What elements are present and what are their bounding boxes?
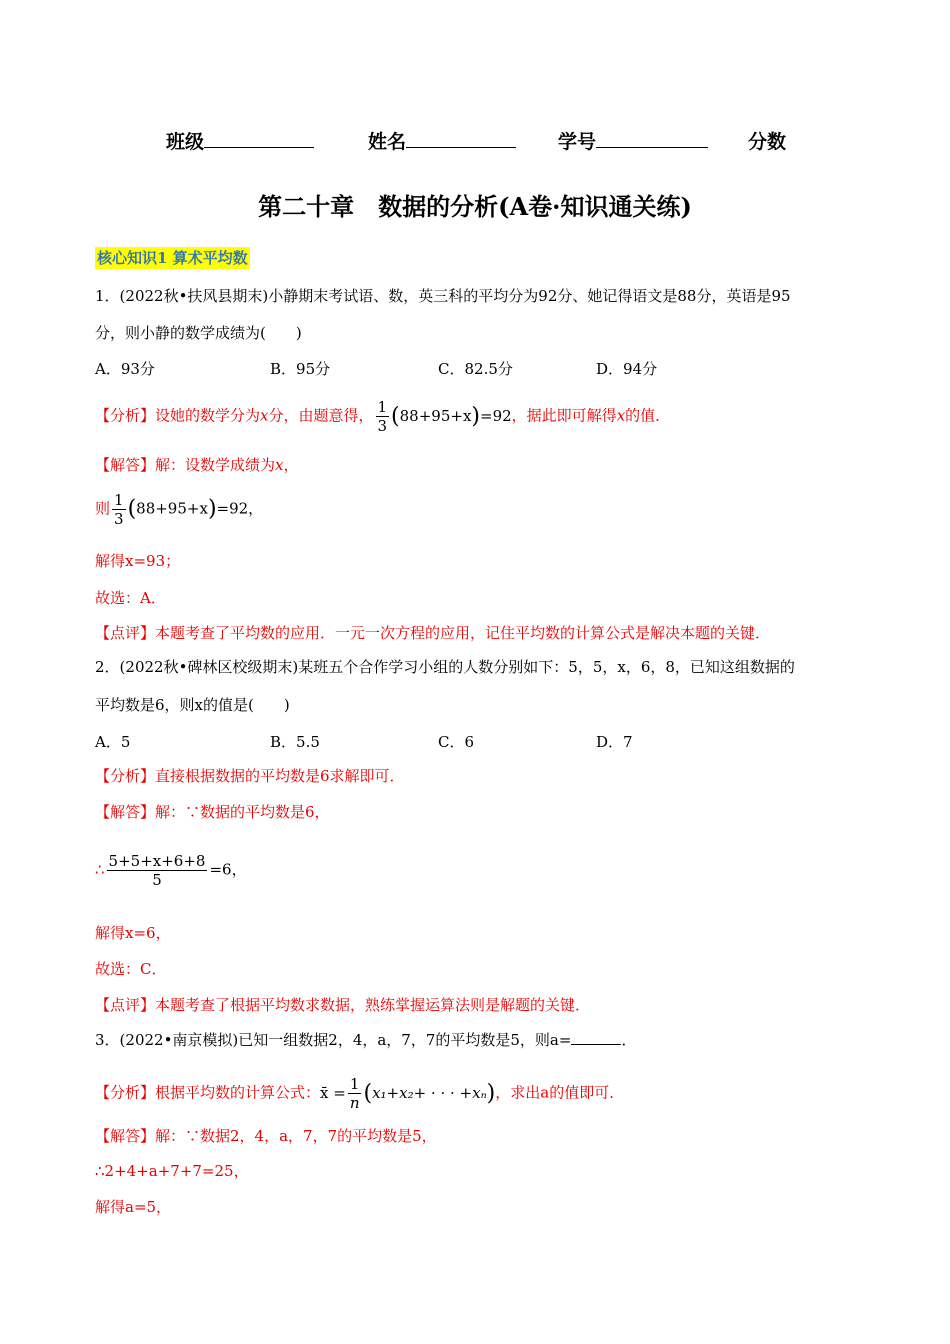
q2-equation-line — [95, 852, 247, 889]
name-blank[interactable] — [406, 127, 516, 148]
q3-stem — [95, 1029, 636, 1051]
q1-var-x: x — [260, 406, 269, 425]
q1-eq-line-rhs: =92， — [216, 499, 264, 518]
score-field — [748, 127, 786, 154]
q3-analysis-text: 【分析】根据平均数的计算公式： — [95, 1083, 321, 1102]
core-knowledge-heading: 核心知识1 算术平均数 — [97, 249, 248, 267]
q3-formula-body: x₁+x₂+ · · · +xₙ — [372, 1083, 487, 1102]
q1-eq-fraction — [112, 491, 126, 528]
q1-option-d[interactable]: D．94分 — [596, 360, 658, 378]
q3-formula-lhs: x̄ = — [320, 1083, 346, 1102]
q3-formula-num: 1 — [348, 1075, 362, 1094]
q3-answer-blank[interactable] — [571, 1030, 621, 1045]
q1-eq-line-body: 88+95+x — [136, 499, 208, 518]
q1-answer-var: x — [275, 456, 284, 474]
q1-frac-den: 3 — [377, 417, 388, 435]
q3-analysis — [95, 1075, 624, 1112]
q1-eq-rhs: =92 — [480, 406, 512, 425]
q3-formula-fraction — [348, 1075, 362, 1112]
q1-answer-comma: ， — [283, 456, 299, 474]
name-field[interactable] — [368, 127, 516, 154]
q3-solve: 解得a=5， — [95, 1198, 172, 1216]
q1-stem-line1: 1．(2022秋•扶风县期末)小静期末考试语、数，英三科的平均分为92分、她记得语文是88分，英语是95 — [95, 287, 791, 305]
q1-eq-frac-num: 1 — [114, 491, 124, 509]
q2-therefore: ∴ — [95, 860, 105, 879]
q2-stem-line1: 2．(2022秋•碑林区校级期末)某班五个合作学习小组的人数分别如下：5，5，x，6，8，已知这组数据的 — [95, 658, 795, 676]
q3-answer: 【解答】解：∵数据2，4，a，7，7的平均数是5， — [95, 1127, 437, 1145]
q1-var-x-2: x — [616, 406, 626, 425]
q1-analysis-text-c: ，据此即可解得 — [511, 406, 617, 425]
q3-stem-text: 3．(2022•南京模拟)已知一组数据2，4，a，7，7的平均数是5，则a= — [95, 1031, 572, 1049]
q1-option-a[interactable]: A．93分 — [95, 360, 155, 378]
q2-option-b[interactable]: B．5.5 — [270, 733, 320, 751]
q2-choose: 故选：C． — [95, 960, 167, 978]
id-field[interactable] — [558, 127, 708, 154]
page-title: 第二十章 数据的分析(A卷·知识通关练) — [258, 192, 692, 221]
q1-comment: 【点评】本题考查了平均数的应用．一元一次方程的应用，记住平均数的计算公式是解决本题的关键． — [95, 624, 771, 642]
q1-eq-frac-den: 3 — [114, 510, 124, 528]
q1-answer-text: 【解答】解：设数学成绩为 — [95, 456, 276, 474]
q2-frac-num: 5+5+x+6+8 — [108, 852, 206, 870]
q1-answer — [95, 454, 299, 476]
q1-frac-num: 1 — [377, 398, 388, 416]
score-label: 分数 — [748, 131, 787, 153]
q2-solve: 解得x=6， — [95, 924, 171, 942]
q2-frac-rhs: =6， — [209, 860, 247, 879]
id-label: 学号 — [558, 131, 597, 153]
q1-then: 则 — [95, 499, 111, 518]
class-field[interactable] — [166, 127, 314, 154]
q1-analysis-text-a: 【分析】设她的数学分为 — [95, 406, 261, 425]
q1-solve: 解得x=93； — [95, 552, 181, 570]
q1-stem-line2: 分，则小静的数学成绩为( ) — [95, 324, 302, 342]
q2-analysis: 【分析】直接根据数据的平均数是6求解即可． — [95, 767, 405, 785]
name-label: 姓名 — [368, 131, 407, 153]
q1-analysis-text-d: 的值． — [625, 406, 671, 425]
q3-formula: x̄ = $\frac{1}{n}$ (x₁+x₂+ · · · +xₙ) — [320, 1075, 496, 1112]
q2-answer: 【解答】解：∵数据的平均数是6， — [95, 803, 330, 821]
q2-fraction — [107, 852, 208, 889]
q1-analysis — [95, 398, 670, 435]
q3-formula-den: n — [349, 1094, 360, 1112]
class-blank[interactable] — [204, 127, 314, 148]
q1-analysis-equation: $\frac{1}{3}$ (88+95+x)=92 — [377, 398, 512, 435]
q1-option-b[interactable]: B．95分 — [270, 360, 331, 378]
q3-stem-end: ． — [621, 1031, 637, 1049]
q1-choose: 故选：A． — [95, 589, 166, 607]
q2-comment: 【点评】本题考查了根据平均数求数据，熟练掌握运算法则是解题的关键． — [95, 996, 591, 1014]
q3-analysis-end: ，求出a的值即可． — [495, 1083, 625, 1102]
q3-sum: ∴2+4+a+7+7=25， — [95, 1162, 249, 1180]
q2-option-c[interactable]: C．6 — [438, 733, 475, 751]
q1-option-c[interactable]: C．82.5分 — [438, 360, 513, 378]
class-label: 班级 — [166, 131, 205, 153]
id-blank[interactable] — [596, 127, 708, 148]
q2-stem-line2: 平均数是6，则x的值是( ) — [95, 696, 290, 714]
q2-option-a[interactable]: A．5 — [95, 733, 131, 751]
student-info-row — [0, 127, 950, 157]
q2-option-d[interactable]: D．7 — [596, 733, 633, 751]
q2-frac-den: 5 — [152, 871, 162, 889]
q1-equation-line: 则 $\frac{1}{3}$ (88+95+x)=92， — [95, 491, 264, 528]
q1-fraction — [376, 398, 390, 435]
q1-eq-body: 88+95+x — [399, 406, 472, 425]
q1-analysis-text-b: 分，由题意得， — [268, 406, 374, 425]
